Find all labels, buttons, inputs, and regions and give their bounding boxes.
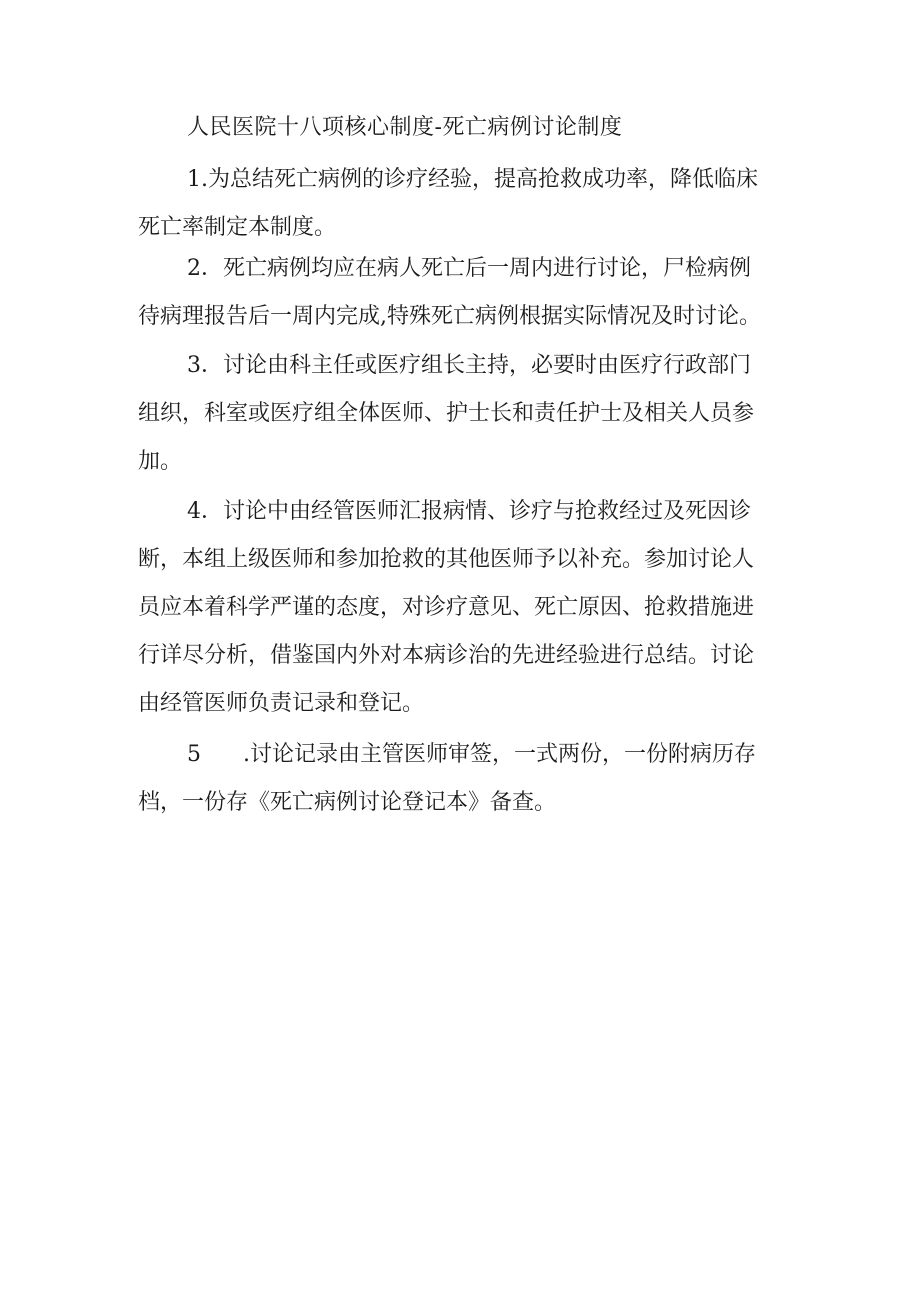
paragraph-line: 行详尽分析，借鉴国内外对本病诊治的先进经验进行总结。讨论 <box>138 643 755 668</box>
paragraph-text: .讨论记录由主管医师审签，一式两份，一份附病历存 <box>243 742 756 767</box>
paragraph-2 <box>138 245 788 341</box>
paragraph-line: 加。 <box>138 449 183 474</box>
paragraph-line: 由经管医师负责记录和登记。 <box>138 691 425 716</box>
paragraph-3 <box>138 342 788 486</box>
paragraph-1 <box>138 156 788 252</box>
paragraph-4 <box>138 488 788 728</box>
paragraph-line: 员应本着科学严谨的态度，对诊疗意见、死亡原因、抢救措施进 <box>138 595 755 620</box>
paragraph-5 <box>138 731 788 827</box>
paragraph-line-first <box>138 731 788 779</box>
paragraph-line: 组织，科室或医疗组全体医师、护士长和责任护士及相关人员参 <box>138 401 755 426</box>
paragraph-line: 死亡率制定本制度。 <box>138 215 337 240</box>
paragraph-line: 1.为总结死亡病例的诊疗经验，提高抢救成功率，降低临床 <box>187 167 758 192</box>
paragraph-line: 3．讨论由科主任或医疗组长主持，必要时由医疗行政部门 <box>187 353 751 378</box>
paragraph-line: 待病理报告后一周内完成,特殊死亡病例根据实际情况及时讨论。 <box>138 304 761 329</box>
paragraph-line: 2．死亡病例均应在病人死亡后一周内进行讨论，尸检病例 <box>187 256 751 281</box>
paragraph-number: 5 <box>187 742 201 767</box>
paragraph-line: 4．讨论中由经管医师汇报病情、诊疗与抢救经过及死因诊 <box>187 499 751 524</box>
document-title: 人民医院十八项核心制度-死亡病例讨论制度 <box>187 115 623 140</box>
paragraph-line: 断，本组上级医师和参加抢救的其他医师予以补充。参加讨论人 <box>138 547 755 572</box>
paragraph-line: 档，一份存《死亡病例讨论登记本》备查。 <box>138 790 557 815</box>
